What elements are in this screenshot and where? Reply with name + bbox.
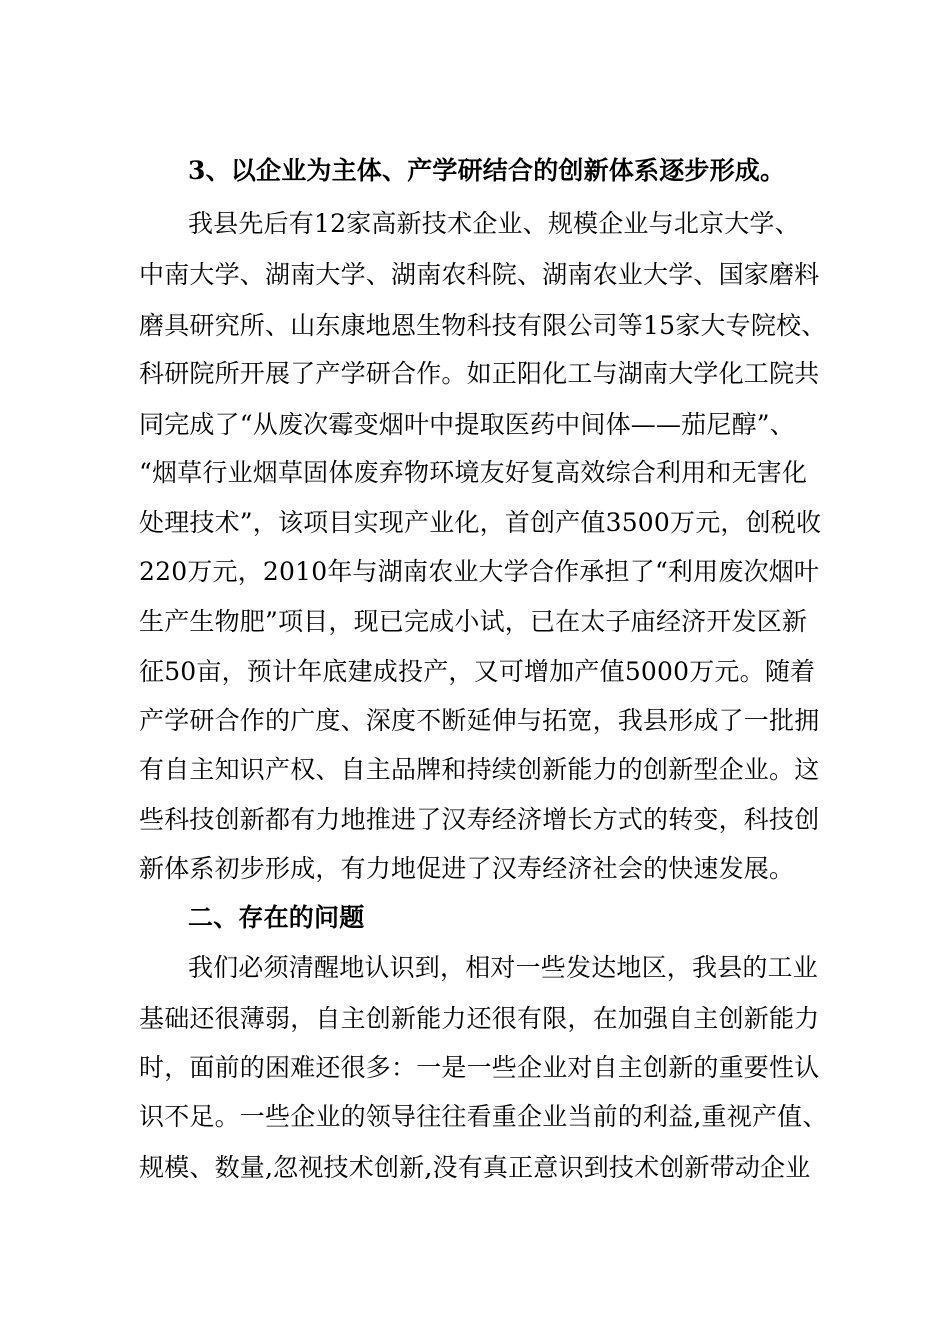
section-2-heading: 二、存在的问题 [188, 903, 365, 932]
paragraph-1-line: 生产生物肥”项目，现已完成小试，已在太子庙经济开发区新 [139, 607, 808, 636]
paragraph-1-line: 科研院所开展了产学研合作。如正阳化工与湖南大学化工院共 [139, 359, 820, 388]
paragraph-1-line: 新体系初步形成，有力地促进了汉寿经济社会的快速发展。 [139, 854, 795, 883]
paragraph-1-line: 些科技创新都有力地推进了汉寿经济增长方式的转变，科技创 [139, 805, 820, 834]
paragraph-1-line: 征50亩，预计年底建成投产，又可增加产值5000万元。随着 [139, 657, 816, 686]
paragraph-2-line: 基础还很薄弱，自主创新能力还很有限，在加强自主创新能力 [139, 1004, 820, 1033]
paragraph-1-line: 处理技术”，该项目实现产业化，首创产值3500万元，创税收 [139, 508, 822, 537]
section-3-heading: 3、以企业为主体、产学研结合的创新体系逐步形成。 [188, 156, 786, 185]
paragraph-1-line: “烟草行业烟草固体废弃物环境友好复高效综合利用和无害化 [139, 458, 808, 487]
paragraph-1-line: 产学研合作的广度、深度不断延伸与拓宽，我县形成了一批拥 [139, 706, 820, 735]
paragraph-1-line: 中南大学、湖南大学、湖南农科院、湖南农业大学、国家磨料 [139, 260, 820, 289]
paragraph-2-line: 规模、数量,忽视技术创新,没有真正意识到技术创新带动企业 [139, 1153, 811, 1182]
paragraph-1-line: 我县先后有12家高新技术企业、规模企业与北京大学、 [188, 209, 800, 238]
paragraph-1-line: 同完成了“从废次霉变烟叶中提取医药中间体——茄尼醇”、 [139, 410, 795, 439]
paragraph-2-line: 我们必须清醒地认识到，相对一些发达地区，我县的工业 [188, 953, 819, 982]
paragraph-1-line: 220万元，2010年与湖南农业大学合作承担了“利用废次烟叶 [139, 557, 820, 586]
paragraph-1-line: 磨具研究所、山东康地恩生物科技有限公司等15家大专院校、 [139, 311, 827, 340]
paragraph-2-line: 识不足。一些企业的领导往往看重企业当前的利益,重视产值、 [139, 1102, 828, 1131]
paragraph-1-line: 有自主知识产权、自主品牌和持续创新能力的创新型企业。这 [139, 755, 820, 784]
paragraph-2-line: 时，面前的困难还很多：一是一些企业对自主创新的重要性认 [139, 1053, 820, 1082]
